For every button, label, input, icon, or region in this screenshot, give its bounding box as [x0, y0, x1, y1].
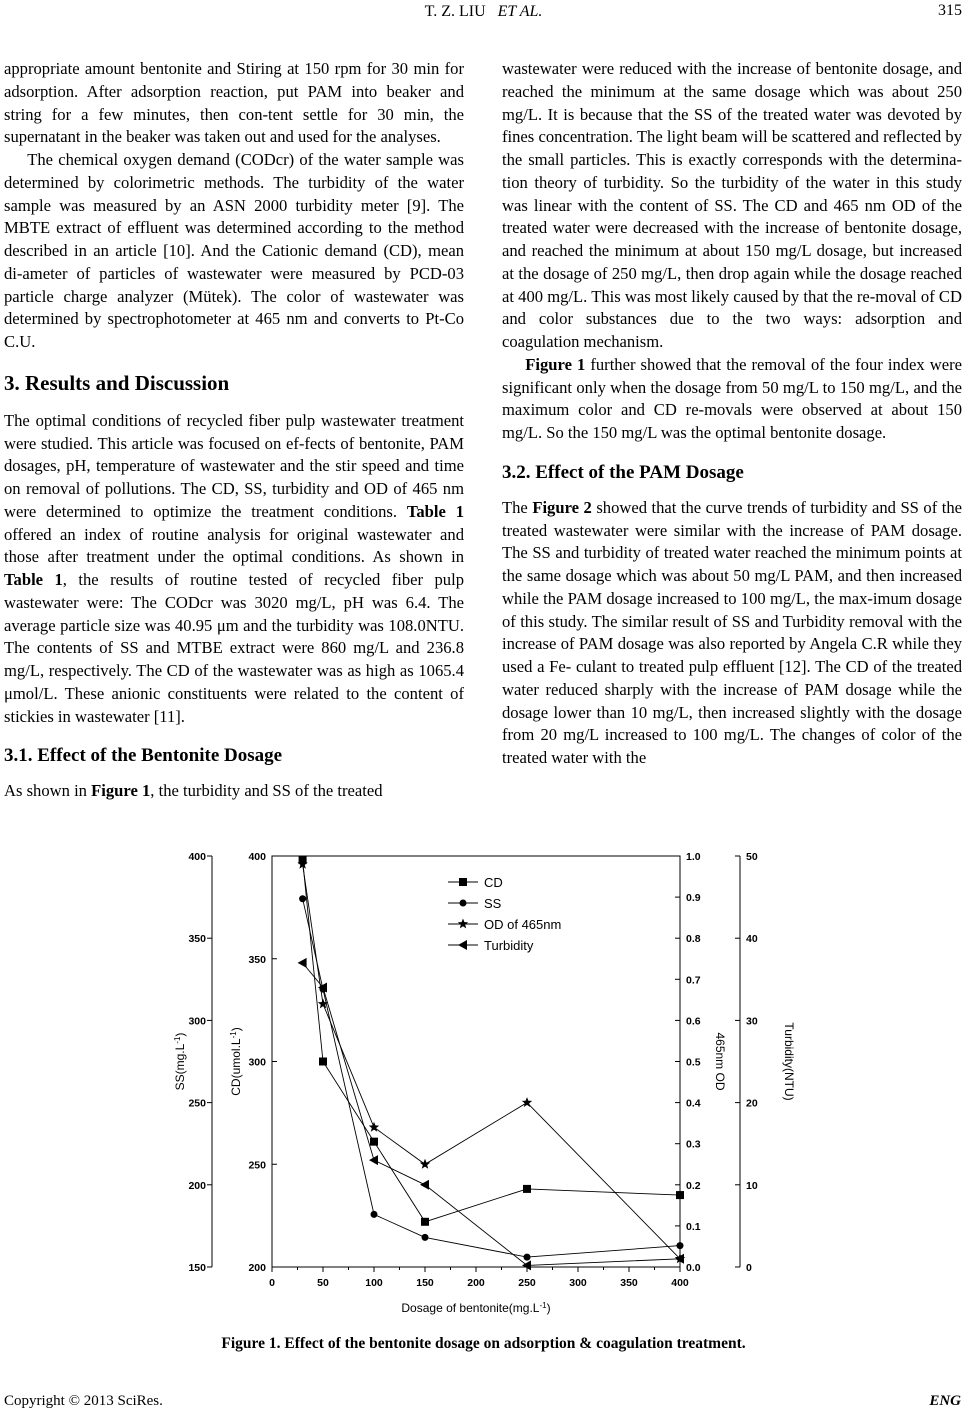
turb-tick-label: 10 — [746, 1179, 758, 1192]
footer-copyright: Copyright © 2013 SciRes. — [4, 1393, 163, 1409]
turb-tick-label: 0 — [746, 1262, 752, 1274]
od-tick-label: 0.2 — [686, 1179, 701, 1192]
turb-tick-label: 20 — [746, 1097, 758, 1110]
turb-axis-title: Turbidity(NTU) — [782, 1022, 796, 1101]
od-tick-label: 0.9 — [686, 892, 701, 905]
ss-tick-label: 250 — [188, 1097, 206, 1110]
x-tick-label: 250 — [518, 1277, 536, 1289]
cd-tick-label: 250 — [248, 1159, 266, 1172]
turb-tick-label: 40 — [746, 933, 758, 946]
ss-tick-label: 150 — [188, 1262, 206, 1274]
text-run: showed that the curve trends of turbidity and SS of the treated wastewater were similar with the increase of PAM dosage. The SS and turbidity of treated water reached the minimum points at the same dosage which was about 50 mg/L PAM, and then increased while the PAM dosage increased to 100 mg/L, the max-imum dosage of this study. The similar result of SS and Turbidity removal with the increase of PAM dosage was also reported by Angela C.R while they used a Fe- culant to treated pulp effluent [12]. The CD of the treated water reduced sharply with the increase of PAM dosage while the dosage lower than 10 mg/L, then increased slightly with the dosage from 20 mg/L increased to 100 mg/L. The changes of color of the treated water with the — [502, 497, 962, 767]
od-tick-label: 0.7 — [686, 974, 701, 987]
page-number: 315 — [938, 2, 962, 19]
series-line-cd — [303, 860, 680, 1222]
bentonite-dosage-chart — [160, 852, 810, 1327]
legend-label: OD of 465nm — [484, 917, 562, 932]
series-line-turb — [303, 963, 680, 1266]
legend-label: Turbidity — [484, 938, 534, 953]
paragraph: wastewater were reduced with the increase of bentonite dosage, and reached the minimum at the same dosage which was about 250 mg/L. It is because that the SS of the treated water was devoted by fines concentration. The light beam will be scattered and reflected by the small particles. This is exactly corresponds with the determina-tion theory of turbidity. So the turbidity of the water in this study was linear with the content of SS. The CD and 465 nm OD of the treated water were decreased with the increase of bentonite dosage, and reached the minimum at about 150 mg/L dosage, but increased at the dosage of 250 mg/L, then drop again while the dosage reached at 400 mg/L. This was most likely caused by that the re-moval of CD and color substances due to the two ways: adsorption and coagulation mechanism. — [502, 59, 962, 351]
legend-label: CD — [484, 875, 503, 890]
data-point-turb — [298, 958, 307, 968]
turb-tick-label: 30 — [746, 1015, 758, 1028]
right-column — [502, 58, 962, 770]
ss-tick-label: 400 — [188, 852, 206, 863]
figure-reference-link[interactable]: Figure 1 — [91, 781, 151, 801]
data-point-ss — [677, 1242, 684, 1249]
paragraph — [502, 497, 962, 770]
od-tick-label: 0.4 — [686, 1097, 701, 1110]
text-run: , the turbidity and SS of the treated — [150, 781, 383, 801]
running-header — [0, 0, 967, 30]
section-heading: 3. Results and Discussion — [4, 370, 230, 395]
running-head — [0, 2, 967, 22]
table-reference-link[interactable]: Table 1 — [4, 570, 63, 589]
x-tick-label: 400 — [671, 1277, 689, 1289]
data-point-cd — [676, 1191, 684, 1199]
turb-tick-label: 50 — [746, 852, 758, 863]
figure-1 — [160, 852, 810, 1327]
figure-reference-link[interactable]: Figure 1 — [525, 354, 586, 374]
paragraph — [4, 410, 464, 729]
cd-tick-label: 350 — [248, 953, 266, 966]
x-tick-label: 150 — [416, 1277, 434, 1289]
x-tick-label: 100 — [365, 1277, 383, 1289]
text-run: further showed that the removal of the four index were significant only when the dosage from 50 mg/L to 150 mg/L, and the maximum color and CD re-movals were observed at about 150 mg/L. So the 150 mg/L was the optimal bentonite dosage. — [502, 354, 962, 442]
od-tick-label: 0.3 — [686, 1138, 701, 1151]
ss-tick-label: 200 — [188, 1179, 206, 1192]
ss-tick-label: 300 — [188, 1015, 206, 1028]
data-point-od — [420, 1159, 430, 1169]
od-tick-label: 0.6 — [686, 1015, 701, 1028]
text-run: The optimal conditions of recycled fiber pulp wastewater treatment were studied. This article was focused on ef-fects of bentonite, PAM dosages, pH, temperature of wastewater and the stir speed and time on removal of pollutions. The CD, SS, turbidity and OD of 465 nm were determined to optimize the treatment conditions. — [4, 410, 464, 521]
data-point-cd — [370, 1138, 378, 1146]
paragraph — [502, 354, 962, 445]
text-run: As shown in — [4, 781, 87, 801]
x-tick-label: 50 — [317, 1277, 329, 1289]
subsection-heading: 3.1. Effect of the Bentonite Dosage — [4, 745, 283, 767]
data-point-ss — [299, 895, 306, 902]
data-point-ss — [524, 1254, 531, 1261]
left-column — [4, 58, 464, 803]
od-axis-title: 465nm OD — [713, 1032, 727, 1091]
text-run: offered an index of routine analysis for original wastewater and those after treatment under the optimal conditions. As shown in — [4, 524, 464, 567]
cd-tick-label: 300 — [248, 1056, 266, 1069]
x-axis-title: Dosage of $bentonite(mg.L^{-1})$ — [401, 1300, 551, 1315]
x-tick-label: 200 — [467, 1277, 485, 1289]
data-point-cd — [319, 1058, 327, 1066]
od-tick-label: 0.0 — [686, 1262, 701, 1274]
x-tick-label: 350 — [620, 1277, 638, 1289]
data-point-cd — [523, 1185, 531, 1193]
running-head-etal: ET AL. — [497, 3, 543, 20]
paragraph: The chemical oxygen demand (CODcr) of the water sample was determined by colorimetric methods. The turbidity of the water sample was measured by an ASN 2000 turbidity meter [9]. The MBTE extract of effluent was determined according to the method described in an article [10]. And the Cationic demand (CD), mean di-ameter of particles of wastewater were measured by PCD-03 particle charge analyzer (Mütek). The color of wastewater was determined by spectrophotometer at 465 nm and converts to Pt-Co C.U. — [4, 150, 464, 351]
ss-tick-label: 350 — [188, 933, 206, 946]
data-point-ss — [422, 1234, 429, 1241]
paragraph: appropriate amount bentonite and Stiring at 150 rpm for 30 min for adsorption. After adsorption reaction, put PAM into beaker and string for a few minutes, then con-tent settle for 30 min, the supernatant in the beaker was taken out and used for the analyses. — [4, 59, 464, 147]
legend-label: SS — [484, 896, 502, 911]
cd-tick-label: 200 — [248, 1262, 266, 1274]
od-tick-label: 0.5 — [686, 1056, 701, 1069]
data-point-cd — [421, 1218, 429, 1226]
x-tick-label: 0 — [269, 1277, 275, 1289]
cd-tick-label: 400 — [248, 852, 266, 863]
od-tick-label: 0.1 — [686, 1220, 701, 1233]
x-tick-label: 300 — [569, 1277, 587, 1289]
ss-axis-title: $SS(mg.L^{-1})$ — [172, 1032, 187, 1091]
data-point-turb — [420, 1180, 429, 1190]
figure-caption: Figure 1. Effect of the bentonite dosage on adsorption & coagulation treatment. — [221, 1335, 746, 1352]
subsection-heading: 3.2. Effect of the PAM Dosage — [502, 461, 744, 483]
legend-marker — [460, 900, 467, 907]
cd-axis-title: $CD(umol.L^{-1})$ — [228, 1027, 243, 1096]
legend-marker — [458, 919, 468, 929]
paragraph — [4, 780, 464, 803]
running-head-authors: T. Z. LIU — [424, 3, 486, 20]
footer-journal: ENG — [929, 1393, 961, 1409]
od-tick-label: 0.8 — [686, 933, 701, 946]
data-point-turb — [369, 1155, 378, 1165]
figure-reference-link[interactable]: Figure 2 — [532, 497, 592, 517]
data-point-od — [522, 1097, 532, 1107]
legend-marker — [458, 940, 467, 950]
text-run: , the results of routine tested of recycled fiber pulp wastewater were: The CODcr was 3020 mg/L, pH was 6.4. The average particle size was 40.95 μm and the turbidity was 108.0NTU. The contents of SS and MTBE extract were 860 mg/L and 236.8 mg/L, respectively. The CD of the wastewater was as high as 1065.4 μmol/L. These anionic constituents were related to the content of stickies in wastewater [11]. — [4, 570, 464, 726]
table-reference-link[interactable]: Table 1 — [406, 501, 464, 521]
od-tick-label: 1.0 — [686, 852, 701, 863]
legend-marker — [459, 878, 467, 886]
data-point-ss — [371, 1211, 378, 1218]
text-run: The — [502, 497, 528, 517]
